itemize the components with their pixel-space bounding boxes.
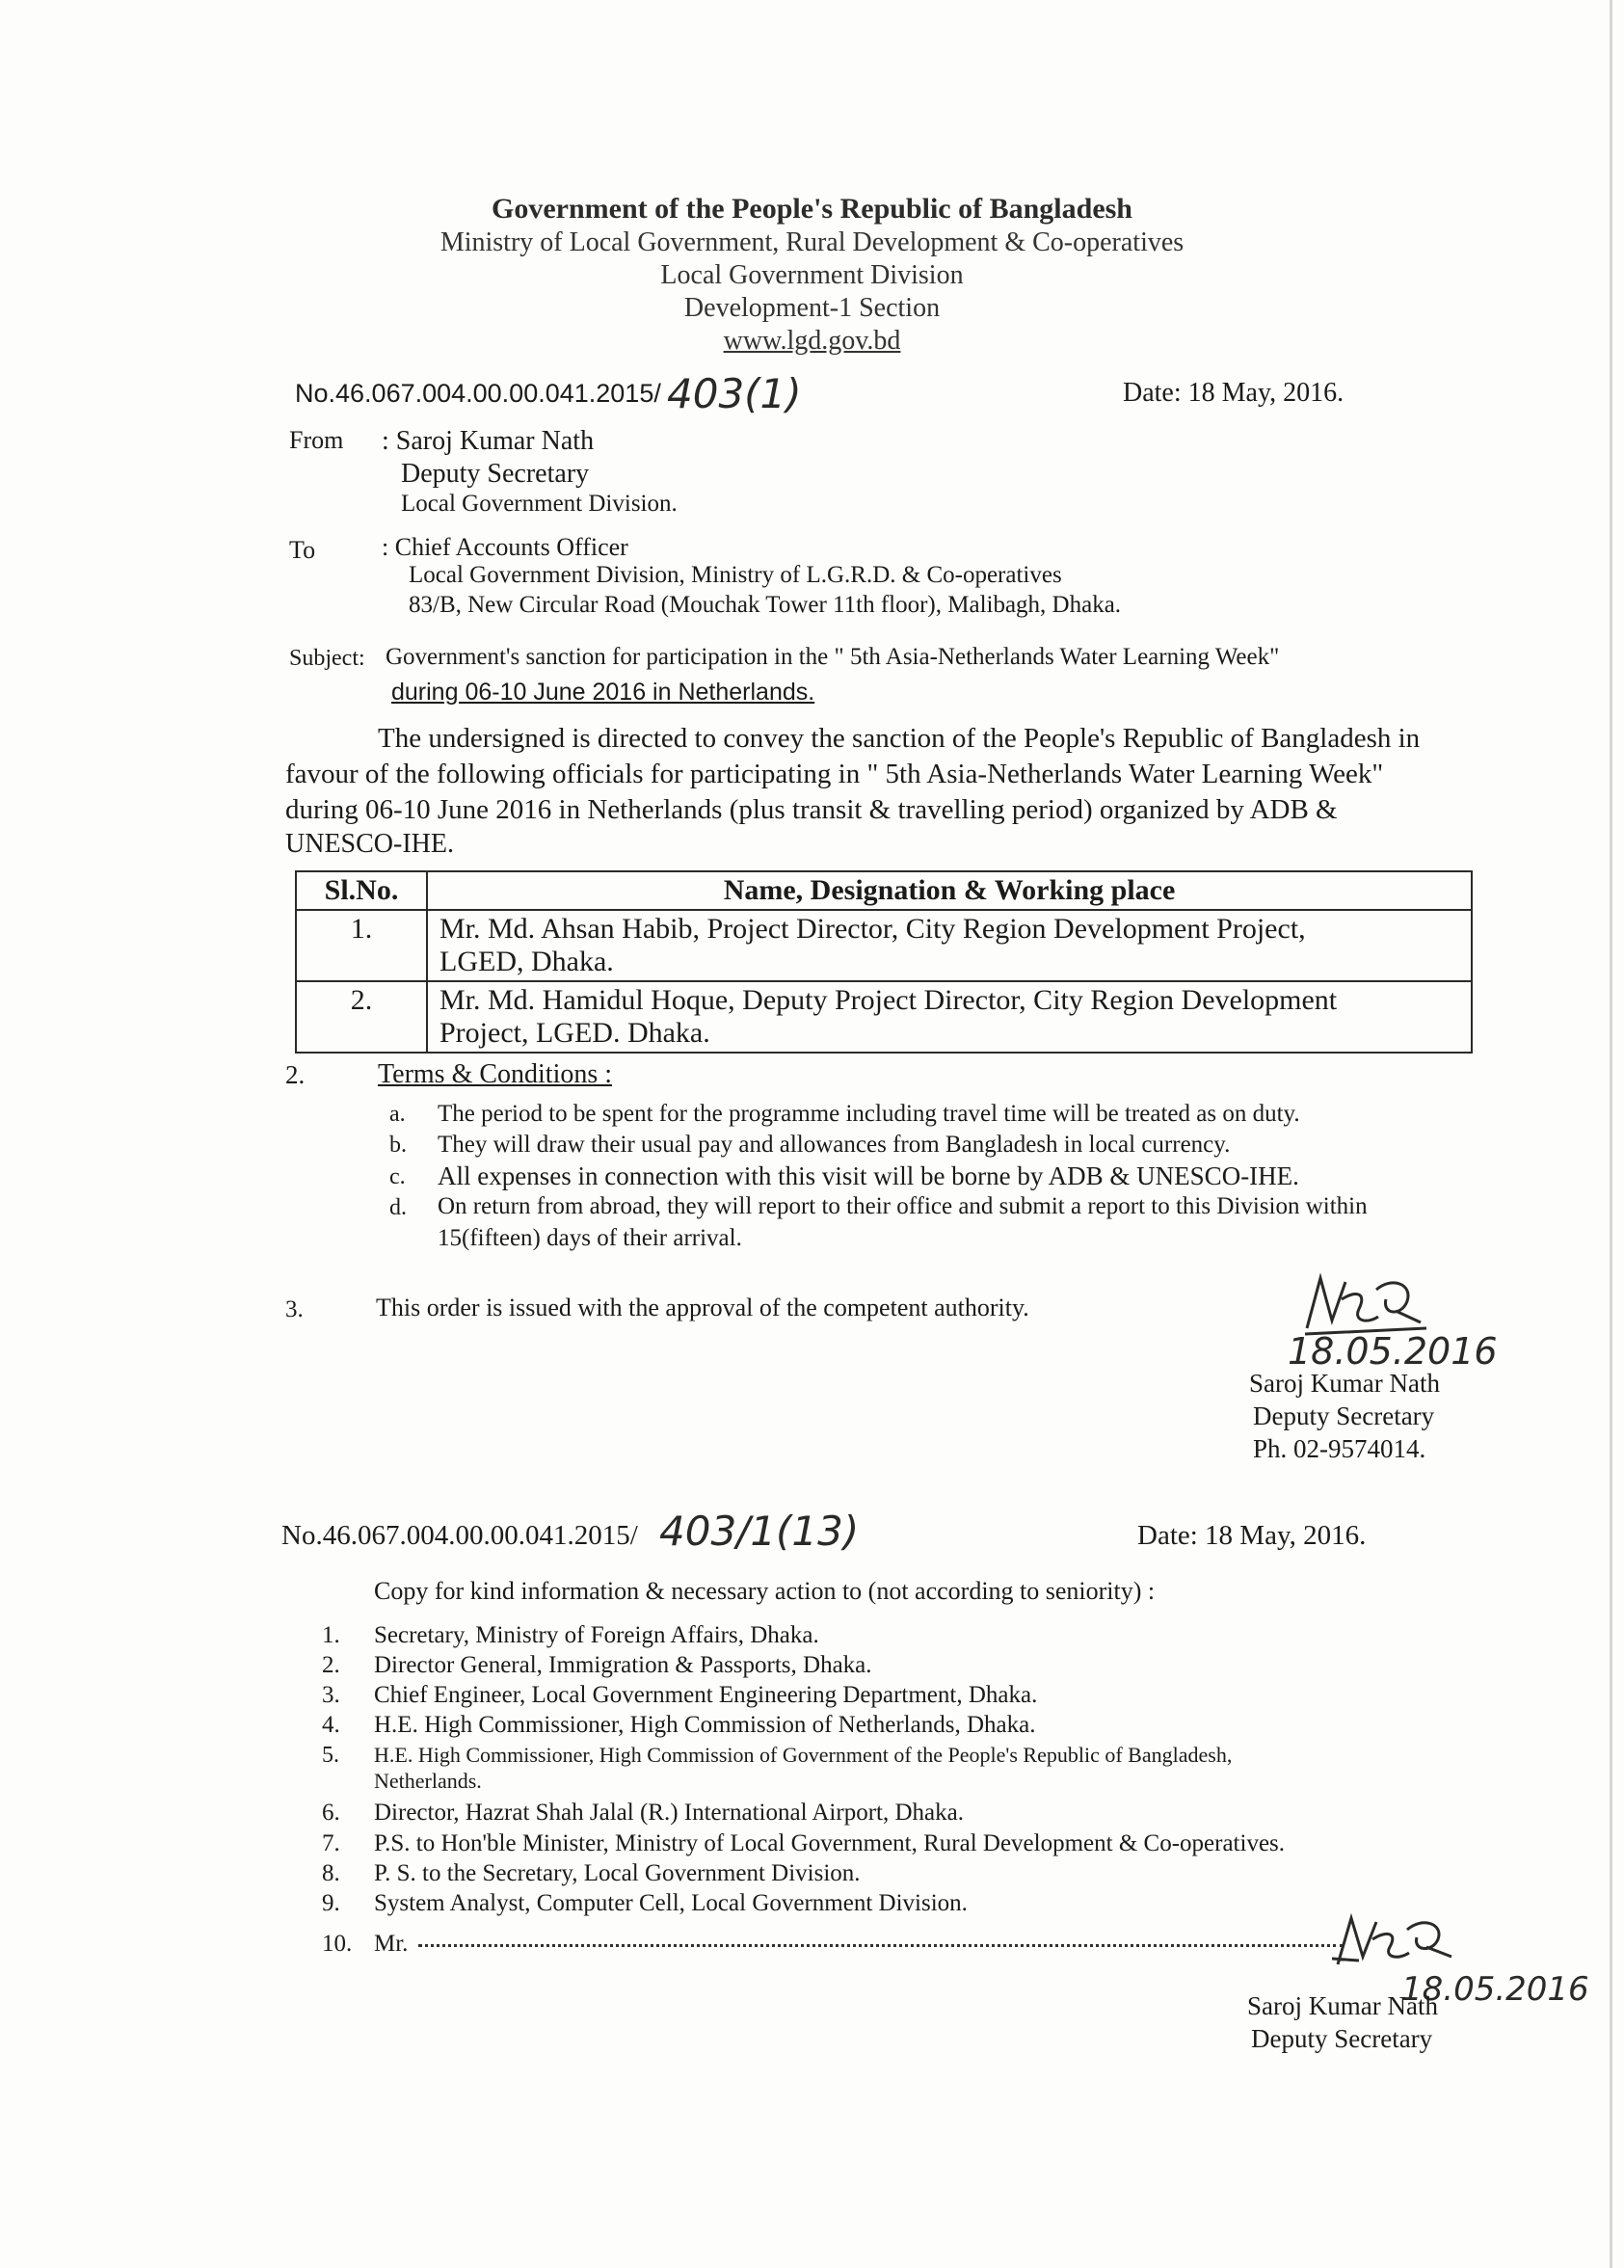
row-official-line2: Project, LGED. Dhaka.	[439, 1017, 710, 1049]
copy-item-text: H.E. High Commissioner, High Commission of Government of the People's Republic of Bangladesh,	[374, 1743, 1233, 1767]
handwritten-copy-reference: 403/1(13)	[659, 1508, 860, 1555]
column-header-name: Name, Designation & Working place	[427, 871, 1472, 910]
letterhead-section: Development-1 Section	[683, 293, 941, 323]
subject-label: Subject:	[289, 646, 365, 671]
to-address-line2: 83/B, New Circular Road (Mouchak Tower 11th floor), Malibagh, Dhaka.	[409, 592, 1122, 618]
blank-fill-line	[418, 1933, 1344, 1947]
row-slno: 1.	[296, 910, 427, 981]
table-row	[296, 910, 1472, 981]
table-row	[296, 981, 1472, 1053]
copy-item-number: 5.	[322, 1743, 339, 1768]
clause3-text: This order is issued with the approval of the competent authority.	[376, 1294, 1029, 1321]
from-label: From	[289, 426, 344, 454]
copy-reference-number: No.46.067.004.00.00.041.2015/	[281, 1520, 638, 1551]
term-text: The period to be spent for the programme including travel time will be treated as on duty.	[438, 1101, 1300, 1127]
copy-item-text: P.S. to Hon'ble Minister, Ministry of Local Government, Rural Development & Co-operatives.	[374, 1830, 1286, 1856]
copy-item-text: Chief Engineer, Local Government Engineering Department, Dhaka.	[374, 1682, 1038, 1708]
signatory-designation: Deputy Secretary	[1251, 2024, 1433, 2053]
handwritten-reference: 403(1)	[667, 370, 802, 417]
clause3-number: 3.	[285, 1296, 304, 1322]
subject-line2: during 06-10 June 2016 in Netherlands.	[391, 679, 815, 706]
term-letter: b.	[389, 1133, 407, 1158]
to-address-line1: Local Government Division, Ministry of L.G.R.D. & Co-operatives	[409, 562, 1062, 588]
memo-date: Date: 18 May, 2016.	[1123, 378, 1344, 408]
copy-item-number: 7.	[322, 1830, 340, 1856]
copy-item-text: Director, Hazrat Shah Jalal (R.) International Airport, Dhaka.	[374, 1800, 964, 1826]
letterhead-division: Local Government Division	[660, 260, 964, 290]
row-official-line1: Mr. Md. Hamidul Hoque, Deputy Project Director, City Region Development	[439, 984, 1338, 1016]
column-header-slno: Sl.No.	[296, 871, 427, 910]
subject-line1: Government's sanction for participation in the " 5th Asia-Netherlands Water Learning Week"	[386, 644, 1280, 670]
copy-item-text: Secretary, Ministry of Foreign Affairs, Dhaka.	[374, 1622, 819, 1648]
from-name: : Saroj Kumar Nath	[382, 426, 595, 456]
copy-item-number: 2.	[322, 1652, 340, 1678]
body-line3: during 06-10 June 2016 in Netherlands (plus transit & travelling period) organized by ADB &	[285, 794, 1338, 825]
term-letter: c.	[389, 1164, 406, 1189]
signature-scribble	[1330, 1912, 1465, 1972]
officials-table	[295, 870, 1473, 1054]
from-designation: Deputy Secretary	[401, 459, 590, 489]
signatory-name: Saroj Kumar Nath	[1247, 1991, 1438, 2020]
body-line4: UNESCO-IHE.	[285, 829, 454, 859]
copy-item-number: 4.	[322, 1712, 340, 1738]
copy-item-text: H.E. High Commissioner, High Commission of Netherlands, Dhaka.	[374, 1712, 1036, 1738]
copy-item-text: System Analyst, Computer Cell, Local Government Division.	[374, 1890, 968, 1916]
to-recipient: : Chief Accounts Officer	[382, 533, 628, 561]
term-text: All expenses in connection with this visit will be borne by ADB & UNESCO-IHE.	[438, 1161, 1299, 1190]
row-official	[427, 981, 1472, 1053]
copy-item-number: 9.	[322, 1890, 340, 1916]
signatory-name: Saroj Kumar Nath	[1249, 1369, 1440, 1398]
row-official-line2: LGED, Dhaka.	[439, 946, 614, 977]
letterhead-ministry: Ministry of Local Government, Rural Development & Co-operatives	[439, 227, 1185, 257]
term-text: On return from abroad, they will report to their office and submit a report to this Division within	[438, 1193, 1368, 1219]
signatory-phone: Ph. 02-9574014.	[1253, 1434, 1426, 1463]
signatory-designation: Deputy Secretary	[1253, 1401, 1435, 1430]
term-letter: a.	[389, 1102, 406, 1127]
memo-reference-number: No.46.067.004.00.00.041.2015/	[295, 379, 661, 408]
signature-date: 18.05.2016	[1401, 1970, 1589, 2009]
copy-item-number: 10.	[322, 1931, 353, 1957]
copy-date: Date: 18 May, 2016.	[1137, 1520, 1367, 1551]
signature-date: 18.05.2016	[1288, 1330, 1498, 1373]
copy-item-text: Director General, Immigration & Passports, Dhaka.	[374, 1652, 872, 1678]
from-office: Local Government Division.	[401, 491, 678, 517]
copy-item-text: Mr.	[374, 1931, 409, 1957]
letterhead-website[interactable]: www.lgd.gov.bd	[723, 326, 901, 356]
row-slno: 2.	[296, 981, 427, 1053]
copy-item-number: 8.	[322, 1860, 340, 1886]
copy-item-text: P. S. to the Secretary, Local Government Division.	[374, 1860, 861, 1886]
body-line2: favour of the following officials for participating in " 5th Asia-Netherlands Water Learning Week"	[285, 759, 1384, 789]
to-label: To	[289, 536, 316, 564]
term-text: They will draw their usual pay and allowances from Bangladesh in local currency.	[438, 1132, 1231, 1158]
copy-item-number: 6.	[322, 1800, 340, 1826]
row-official	[427, 910, 1472, 981]
row-official-line1: Mr. Md. Ahsan Habib, Project Director, City Region Development Project,	[439, 913, 1306, 945]
body-line1: The undersigned is directed to convey the sanction of the People's Republic of Bangladesh in	[378, 723, 1421, 754]
copy-item-number: 1.	[322, 1622, 340, 1648]
letterhead-government: Government of the People's Republic of Bangladesh	[492, 193, 1132, 225]
copy-item-text-continued: Netherlands.	[374, 1769, 482, 1793]
term-text-continued: 15(fifteen) days of their arrival.	[438, 1225, 742, 1251]
table-header-row	[296, 871, 1472, 910]
term-letter: d.	[389, 1195, 407, 1220]
terms-title: Terms & Conditions :	[378, 1059, 613, 1089]
copy-item-number: 3.	[322, 1682, 340, 1708]
copy-intro: Copy for kind information & necessary action to (not according to seniority) :	[374, 1577, 1156, 1605]
terms-number: 2.	[285, 1060, 306, 1089]
